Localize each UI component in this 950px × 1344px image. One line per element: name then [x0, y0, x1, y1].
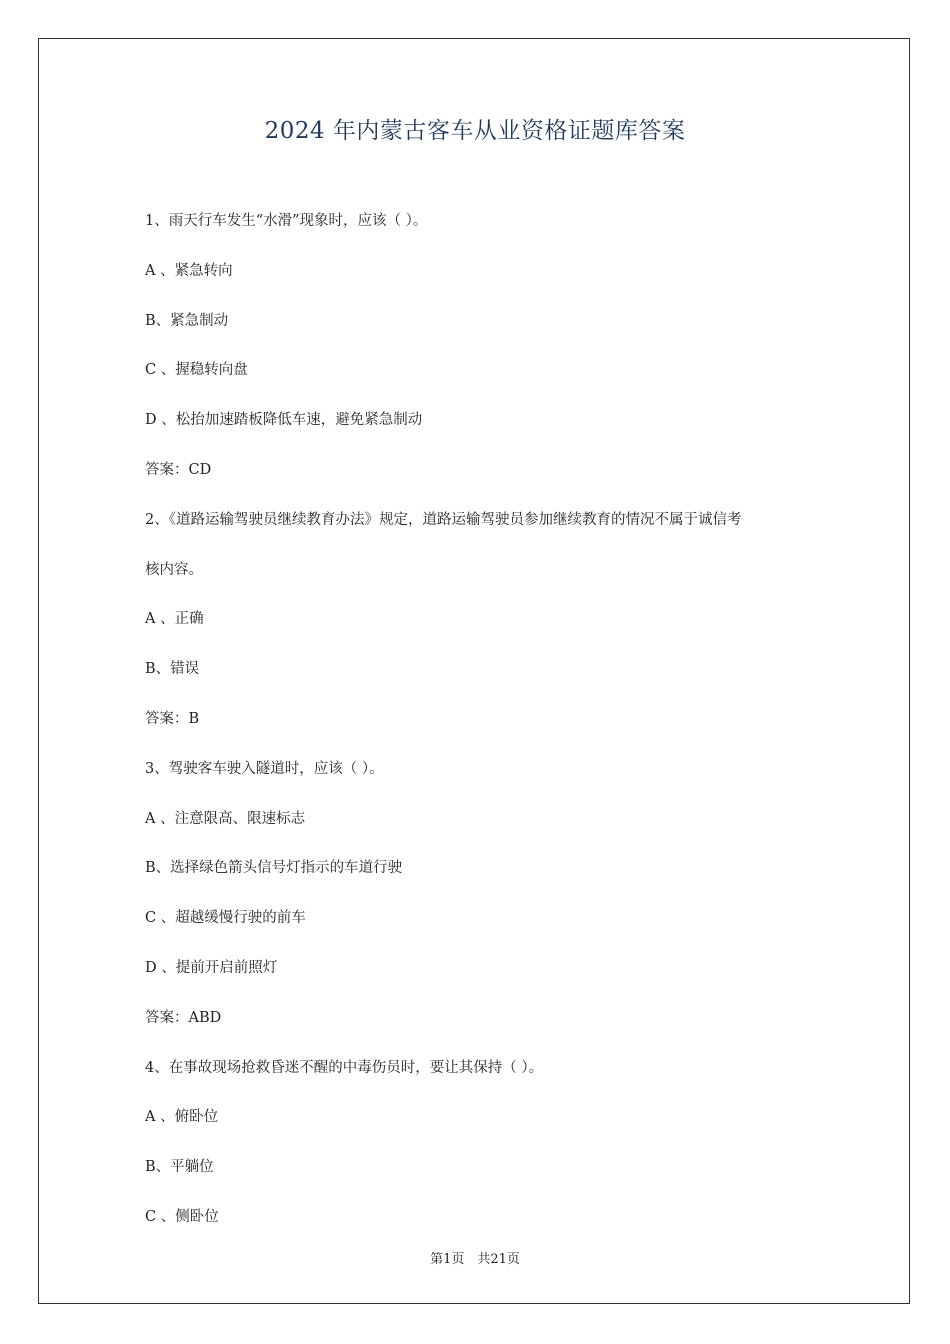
question-1-answer: 答案：CD	[145, 461, 212, 478]
question-1-option-b: B、紧急制动	[145, 312, 229, 329]
question-4-option-a: A 、俯卧位	[145, 1109, 219, 1126]
question-2-text-continued: 核内容。	[145, 561, 203, 578]
question-1-option-d: D 、松抬加速踏板降低车速，避免紧急制动	[145, 412, 423, 429]
question-3-answer: 答案：ABD	[145, 1009, 222, 1026]
document-title: 2024 年内蒙古客车从业资格证题库答案	[264, 118, 686, 144]
question-1-text: 1、雨天行车发生“水滑”现象时，应该（ ）。	[145, 213, 428, 229]
question-2-text: 2、《道路运输驾驶员继续教育办法》规定，道路运输驾驶员参加继续教育的情况不属于诚信考	[145, 511, 742, 528]
question-2-option-a: A 、正确	[145, 611, 204, 628]
question-4-option-b: B、平躺位	[145, 1159, 214, 1176]
question-3-option-d: D 、提前开启前照灯	[145, 959, 278, 976]
question-2-answer: 答案：B	[145, 710, 200, 727]
question-3-option-b: B、选择绿色箭头信号灯指示的车道行驶	[145, 860, 403, 877]
question-3-text: 3、驾驶客车驶入隧道时，应该（ ）。	[145, 760, 384, 777]
question-2-option-b: B、错误	[145, 661, 200, 678]
question-3-option-c: C 、超越缓慢行驶的前车	[145, 910, 306, 927]
page-number-footer: 第1页 共21页	[430, 1252, 520, 1267]
question-1-option-a: A 、紧急转向	[145, 262, 233, 279]
question-4-text: 4、在事故现场抢救昏迷不醒的中毒伤员时，要让其保持（ ）。	[145, 1059, 544, 1076]
question-4-option-c: C 、侧卧位	[145, 1208, 219, 1225]
question-1-option-c: C 、握稳转向盘	[145, 362, 248, 379]
question-content	[145, 197, 825, 1243]
question-3-option-a: A 、注意限高、限速标志	[145, 810, 306, 827]
